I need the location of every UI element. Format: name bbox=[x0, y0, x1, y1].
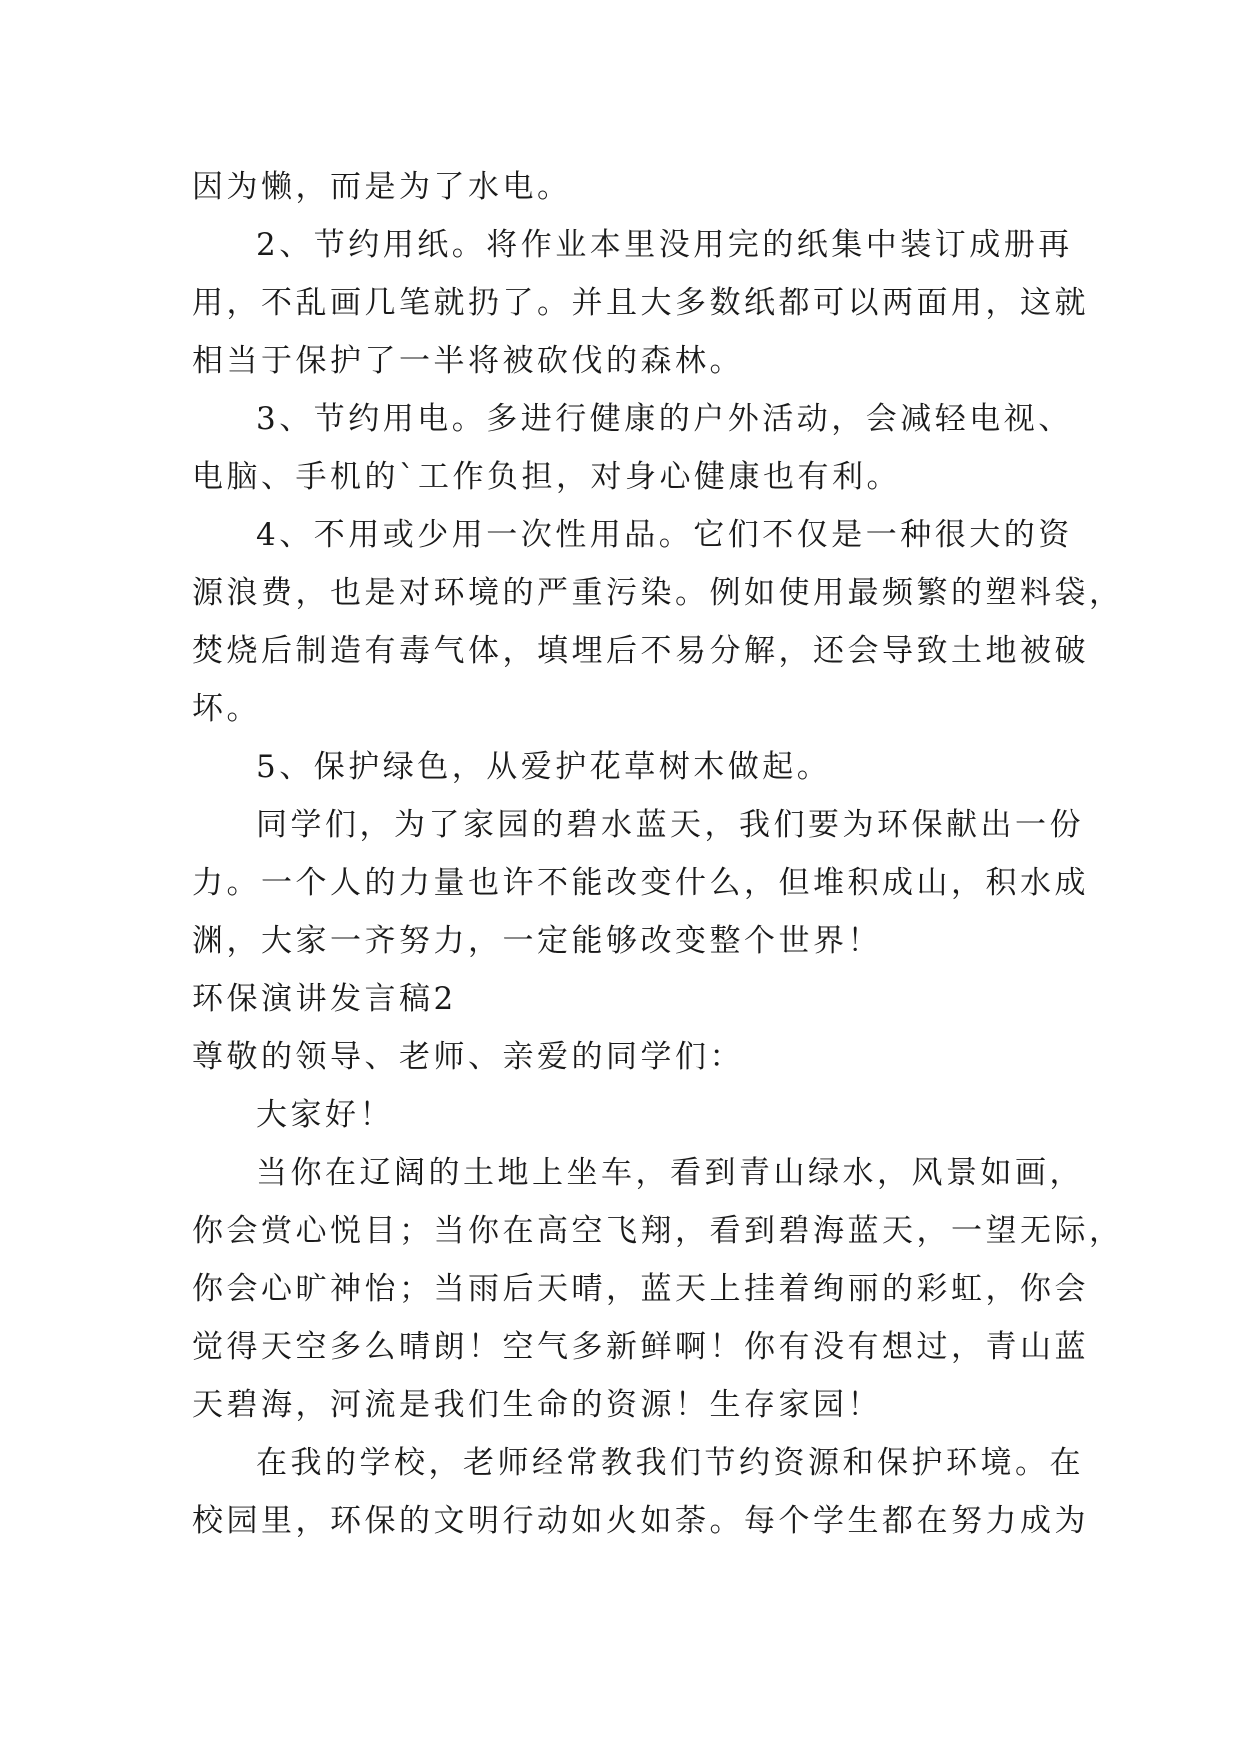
text-line: 你会心旷神怡；当雨后天晴，蓝天上挂着绚丽的彩虹，你会 bbox=[192, 1271, 1089, 1307]
document-body bbox=[192, 158, 1124, 1550]
text-line: 因为懒，而是为了水电。 bbox=[192, 169, 572, 205]
text-line: 校园里，环保的文明行动如火如荼。每个学生都在努力成为 bbox=[192, 1503, 1089, 1539]
greeting: 大家好！ bbox=[256, 1097, 394, 1133]
text-line: 天碧海，河流是我们生命的资源！生存家园！ bbox=[192, 1387, 882, 1423]
text-line: 5、保护绿色，从爱护花草树木做起。 bbox=[256, 749, 832, 785]
salutation: 尊敬的领导、老师、亲爱的同学们： bbox=[192, 1039, 744, 1075]
text-line: 当你在辽阔的土地上坐车，看到青山绿水，风景如画， bbox=[256, 1155, 1084, 1191]
section-heading: 环保演讲发言稿2 bbox=[192, 981, 457, 1017]
text-line: 4、不用或少用一次性用品。它们不仅是一种很大的资 bbox=[256, 517, 1073, 553]
text-line: 在我的学校，老师经常教我们节约资源和保护环境。在 bbox=[256, 1445, 1084, 1481]
text-line: 3、节约用电。多进行健康的户外活动，会减轻电视、 bbox=[256, 401, 1073, 437]
text-line: 同学们，为了家园的碧水蓝天，我们要为环保献出一份 bbox=[256, 807, 1084, 843]
text-line: 焚烧后制造有毒气体，填埋后不易分解，还会导致土地被破 bbox=[192, 633, 1089, 669]
text-line: 力。一个人的力量也许不能改变什么，但堆积成山，积水成 bbox=[192, 865, 1089, 901]
text-line: 觉得天空多么晴朗！空气多新鲜啊！你有没有想过，青山蓝 bbox=[192, 1329, 1089, 1365]
text-line: 坏。 bbox=[192, 691, 261, 727]
text-line: 源浪费，也是对环境的严重污染。例如使用最频繁的塑料袋， bbox=[192, 575, 1124, 611]
text-line: 渊，大家一齐努力，一定能够改变整个世界！ bbox=[192, 923, 882, 959]
text-line: 你会赏心悦目；当你在高空飞翔，看到碧海蓝天，一望无际， bbox=[192, 1213, 1124, 1249]
text-line: 电脑、手机的`工作负担，对身心健康也有利。 bbox=[192, 459, 901, 495]
text-line: 2、节约用纸。将作业本里没用完的纸集中装订成册再 bbox=[256, 227, 1073, 263]
text-line: 相当于保护了一半将被砍伐的森林。 bbox=[192, 343, 744, 379]
text-line: 用，不乱画几笔就扔了。并且大多数纸都可以两面用，这就 bbox=[192, 285, 1089, 321]
